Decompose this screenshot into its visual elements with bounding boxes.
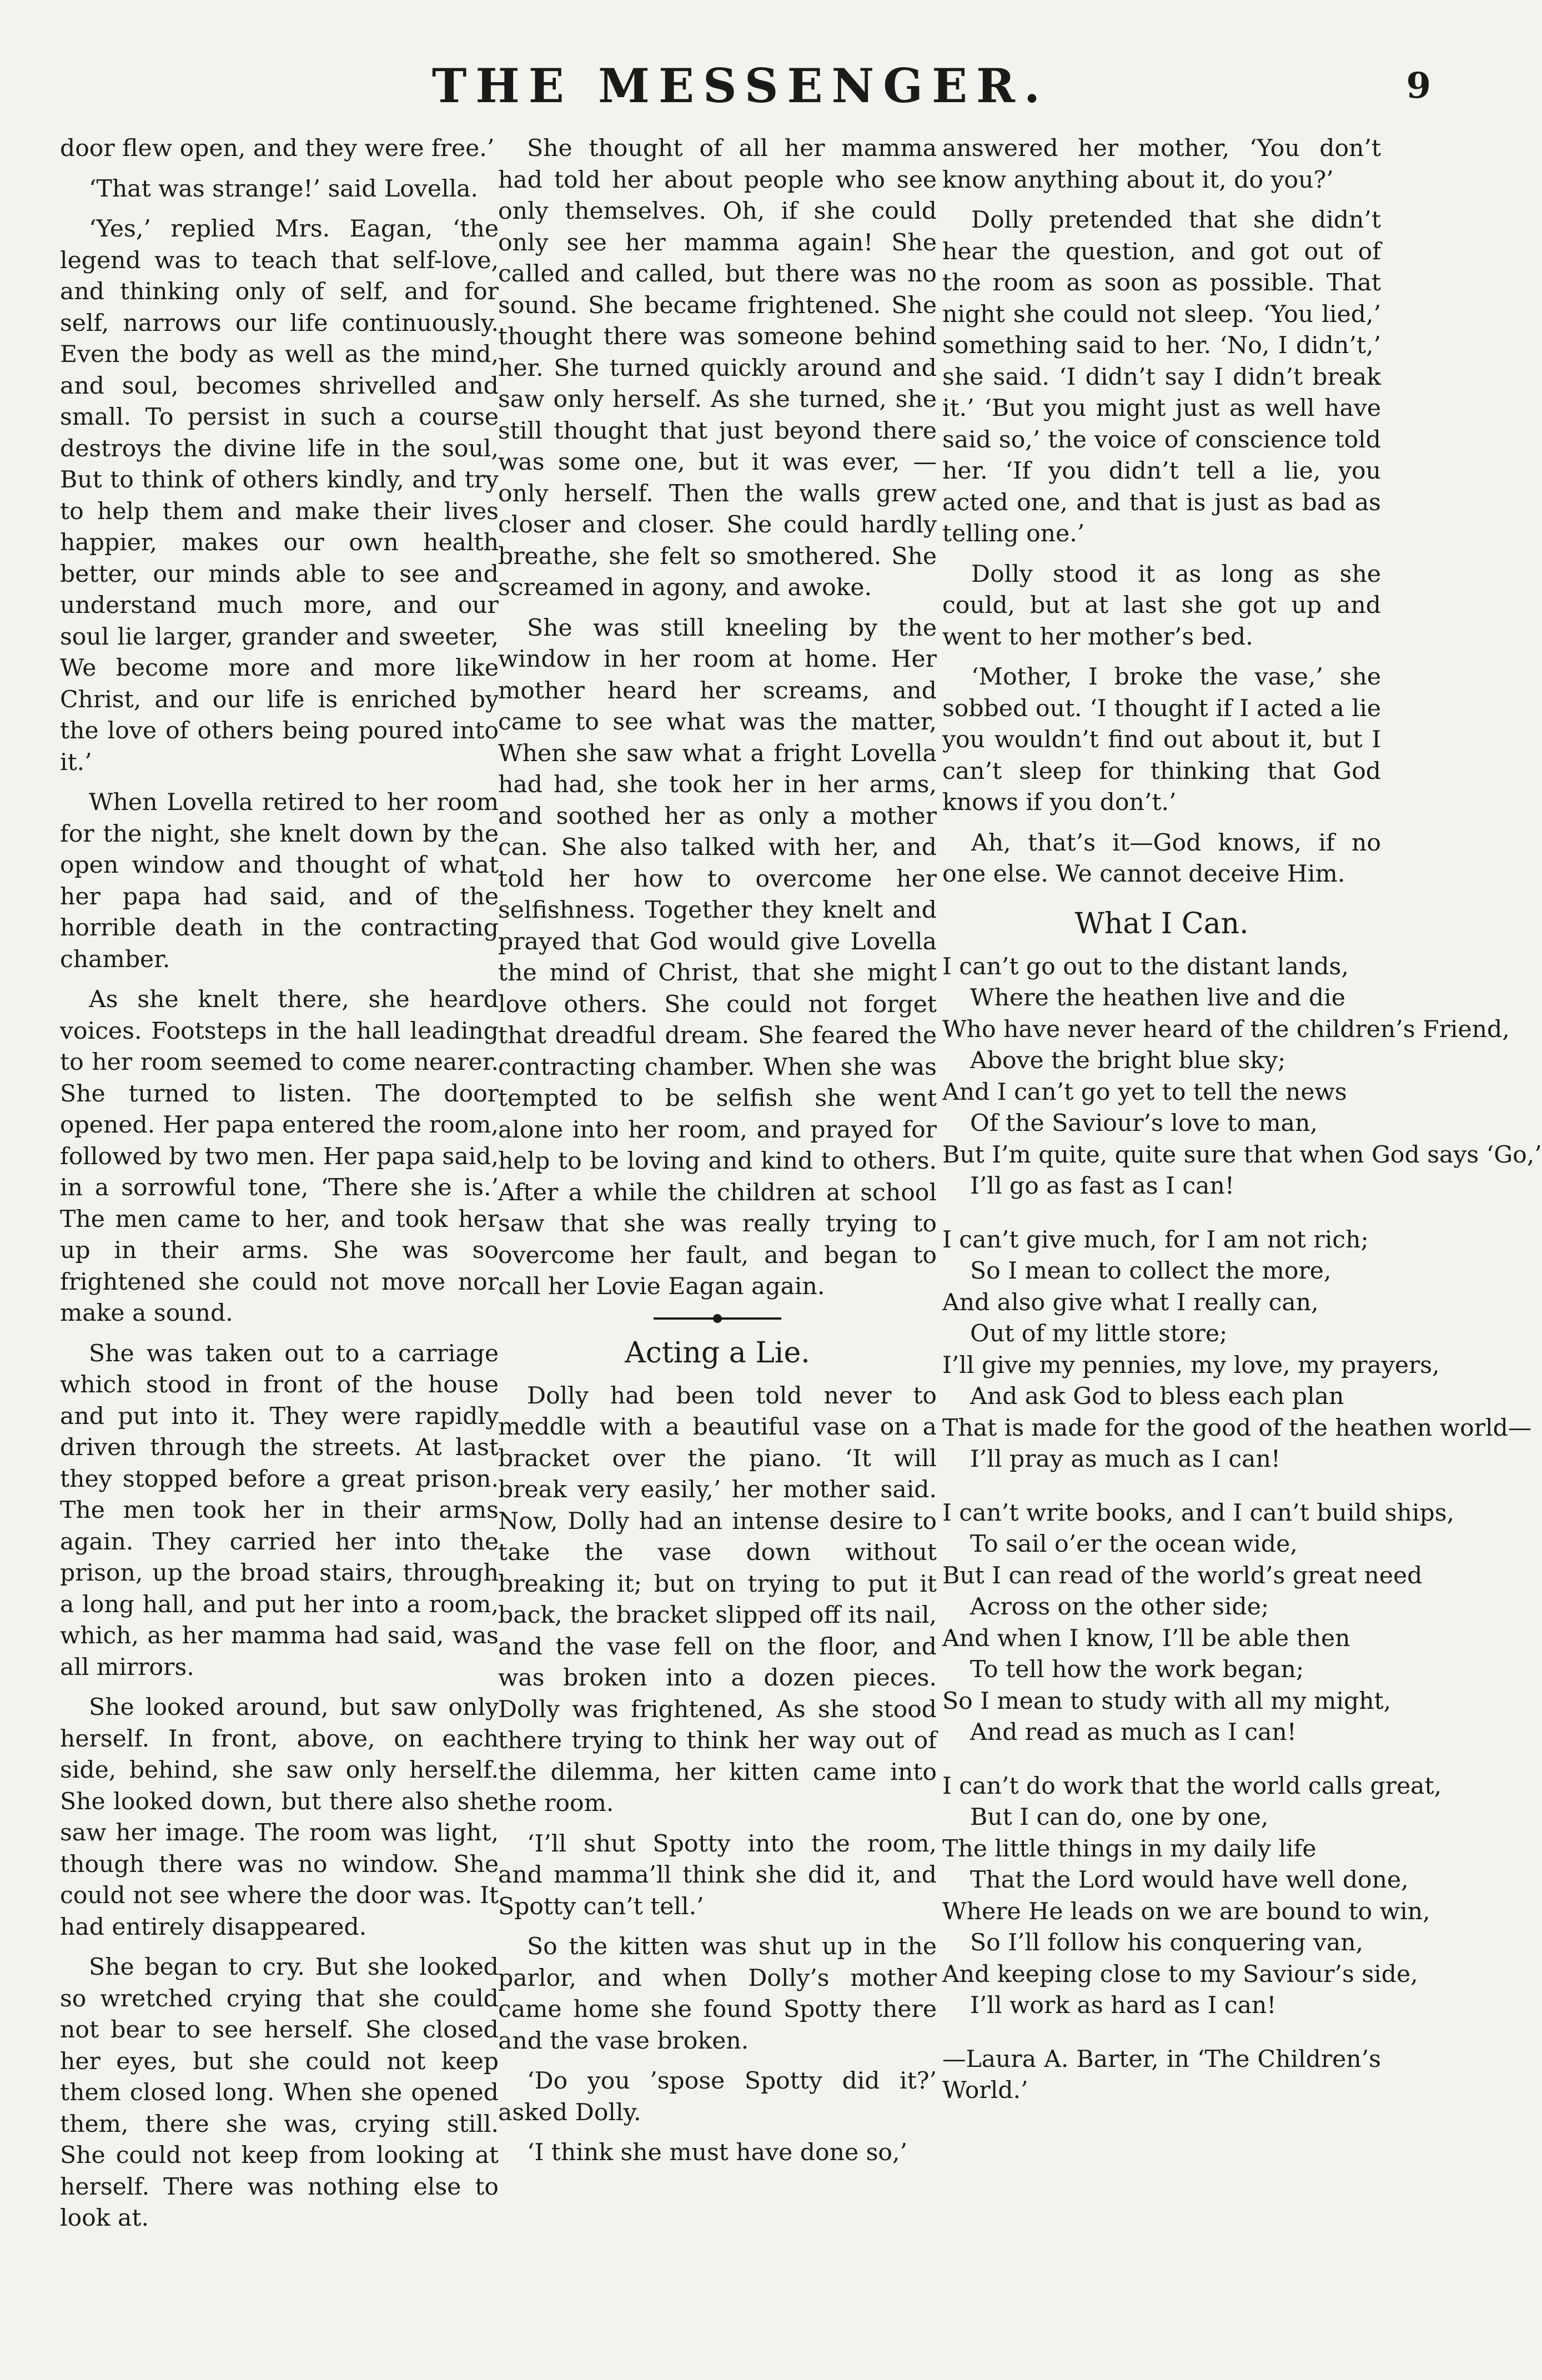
column-3	[942, 133, 1542, 2265]
poem-stanza	[942, 1225, 1532, 1476]
poem-line: And I can’t go yet to tell the news	[942, 1078, 1347, 1106]
poem-line: And also give what I really can,	[942, 1289, 1319, 1316]
poem-line: I’ll pray as much as I can!	[970, 1446, 1280, 1473]
poem-line: And keeping close to my Saviour’s side,	[942, 1960, 1418, 1988]
poem-line: So I’ll follow his conquering van,	[970, 1929, 1364, 1956]
poem-stanza	[942, 952, 1542, 1202]
poem-stanza	[942, 1771, 1442, 2022]
poem-line: To sail o’er the ocean wide,	[970, 1531, 1298, 1558]
poem-line: So I mean to study with all my might,	[942, 1687, 1392, 1715]
paragraph: As she knelt there, she heard voices. Footsteps in the hall leading to her room seemed to come nearer. She turned to listen. The door opened. Her papa entered the room, followed by two men. Her papa said, in a sorrowful tone, ‘There she is.’ The men came to her, and took her up in their arms. She was so frightened she could not move nor make a sound.	[60, 986, 499, 1327]
paragraph: She thought of all her mamma had told her about people who see only themselves. Oh, if she could only see her mamma again! She called and called, but there was no sound. She became frightened. She thought there was someone behind her. She turned quickly around and saw only herself. As she turned, she still thought that just beyond there was some one, but it was ever, — only herself. Then the walls grew closer and closer. She could hardly breathe, she felt so smothered. She screamed in agony, and awoke.	[498, 135, 937, 601]
paragraph: When Lovella retired to her room for the night, she knelt down by the open window and thought of what her papa had said, and of the horrible death in the contracting chamber.	[60, 789, 499, 973]
section-divider	[654, 1317, 781, 1320]
poem-line: That is made for the good of the heathen world—	[942, 1414, 1532, 1442]
poem-line: And when I know, I’ll be able then	[942, 1624, 1350, 1652]
paragraph: Dolly had been told never to meddle with a beautiful vase on a bracket over the piano. ‘It will break very easily,’ her mother said. Now, Dolly had an intense desire to take the vase down without breaking it; but on trying to put it back, the bracket slipped off its nail, and the vase fell on the floor, and was broken into a dozen pieces. Dolly was frightened, As she stood there trying to think her way out of the dilemma, her kitten came into the room.	[498, 1382, 937, 1817]
poem-line: And ask God to bless each plan	[970, 1383, 1344, 1410]
paragraph: ‘Yes,’ replied Mrs. Eagan, ‘the legend was to teach that self-love, and thinking only of self, and for self, narrows our life continuously. Even the body as well as the mind, and soul, becomes shrivelled and small. To persist in such a course destroys the divine life in the soul, But to think of others kindly, and try to help them and make their lives happier, makes our own health better, our minds able to see and understand much more, and our soul lie larger, grander and sweeter, We become more and more like Christ, and our life is enriched by the love of others being poured into it.’	[60, 215, 499, 776]
paragraph: ‘I think she must have done so,’	[527, 2139, 908, 2166]
poem-line: I can’t do work that the world calls great,	[942, 1772, 1442, 1800]
poem-line: But I can read of the world’s great need	[942, 1562, 1423, 1589]
paragraph: She began to cry. But she looked so wretched crying that she could not bear to see herself. She closed her eyes, but she could not keep them closed long. When she opened them, there she was, crying still. She could not keep from looking at herself. There was nothing else to look at.	[60, 1954, 499, 2232]
poem-line: To tell how the work began;	[970, 1656, 1304, 1683]
page-number: 9	[1406, 65, 1431, 107]
column-2	[498, 133, 937, 2265]
column-1	[60, 133, 499, 2265]
poem-line: I’ll give my pennies, my love, my prayers,	[942, 1351, 1440, 1379]
poem-line: Out of my little store;	[970, 1320, 1228, 1347]
paragraph: ‘Do you ’spose Spotty did it?’ asked Dolly.	[498, 2067, 937, 2126]
poem-line: I’ll go as fast as I can!	[970, 1173, 1234, 1200]
paragraph: She looked around, but saw only herself. In front, above, on each side, behind, she saw only herself. She looked down, but there also she saw her image. The room was light, though there was no window. She could not see where the door was. It had entirely disappeared.	[60, 1694, 499, 1941]
poem-line: I can’t write books, and I can’t build ships,	[942, 1499, 1455, 1527]
poem-line: But I can do, one by one,	[970, 1804, 1269, 1831]
poem-line: I can’t give much, for I am not rich;	[942, 1226, 1369, 1254]
paragraph: ‘That was strange!’ said Lovella.	[89, 175, 479, 203]
poem-line: Where the heathen live and die	[970, 984, 1345, 1012]
paragraph: answered her mother, ‘You don’t know anything about it, do you?’	[942, 135, 1381, 194]
poem-line: That the Lord would have well done,	[970, 1866, 1409, 1894]
poem-line: Where He leads on we are bound to win,	[942, 1898, 1430, 1925]
poem-line: Who have never heard of the children’s Friend,	[942, 1015, 1510, 1043]
poem-line: I’ll work as hard as I can!	[970, 1992, 1277, 2019]
paragraph: She was still kneeling by the window in her room at home. Her mother heard her screams, and came to see what was the matter, When she saw what a fright Lovella had had, she took her in her arms, and soothed her as only a mother can. She also talked with her, and told her how to overcome her selfishness. Together they knelt and prayed that God would give Lovella the mind of Christ, that she might love others. She could not forget that dreadful dream. She feared the contracting chamber. When she was tempted to be selfish she went alone into her room, and prayed for help to be loving and kind to others. After a while the children at school saw that she was really trying to overcome her fault, and began to call her Lovie Eagan again.	[498, 614, 937, 1300]
page-header	[0, 53, 1481, 130]
section-title-acting-a-lie: Acting a Lie.	[625, 1336, 810, 1370]
poem-line: And read as much as I can!	[970, 1719, 1297, 1746]
poem-line: The little things in my daily life	[942, 1835, 1317, 1863]
poem-title-what-i-can: What I Can.	[1074, 907, 1249, 940]
poem-line: So I mean to collect the more,	[970, 1257, 1332, 1285]
poem-stanza	[942, 1498, 1455, 1749]
paragraph: So the kitten was shut up in the parlor, and when Dolly’s mother came home she found Spotty there and the vase broken.	[498, 1933, 937, 2055]
paragraph: Dolly stood it as long as she could, but at last she got up and went to her mother’s bed.	[942, 560, 1381, 651]
poem-line: Across on the other side;	[970, 1593, 1269, 1621]
poem-line: But I’m quite, quite sure that when God says ‘Go,’	[942, 1141, 1542, 1169]
poem-attribution: —Laura A. Barter, in ‘The Children’s World.’	[942, 2045, 1381, 2104]
poem-line: I can’t go out to the distant lands,	[942, 953, 1349, 980]
poem-line: Above the bright blue sky;	[970, 1047, 1286, 1074]
masthead-title: THE MESSENGER.	[431, 58, 1049, 113]
paragraph: She was taken out to a carriage which stood in front of the house and put into it. They were rapidly driven through the streets. At last they stopped before a great prison. The men took her in their arms again. They carried her into the prison, up the broad stairs, through a long hall, and put her into a room, which, as her mamma had said, was all mirrors.	[60, 1340, 499, 1681]
paragraph: ‘I’ll shut Spotty into the room, and mamma’ll think she did it, and Spotty can’t tell.’	[498, 1830, 937, 1920]
poem-line: Of the Saviour’s love to man,	[970, 1110, 1318, 1137]
paragraph: Dolly pretended that she didn’t hear the question, and got out of the room as soon as possible. That night she could not sleep. ‘You lied,’ something said to her. ‘No, I didn’t,’ she said. ‘I didn’t say I didn’t break it.’ ‘But you might just as well have said so,’ the voice of conscience told her. ‘If you didn’t tell a lie, you acted one, and that is just as bad as telling one.’	[942, 207, 1381, 547]
paragraph: Ah, that’s it—God knows, if no one else. We cannot deceive Him.	[942, 829, 1381, 888]
paragraph: door flew open, and they were free.’	[60, 135, 495, 162]
paragraph: ‘Mother, I broke the vase,’ she sobbed out. ‘I thought if I acted a lie you wouldn’t find out about it, but I can’t sleep for thinking that God knows if you don’t.’	[942, 663, 1381, 816]
